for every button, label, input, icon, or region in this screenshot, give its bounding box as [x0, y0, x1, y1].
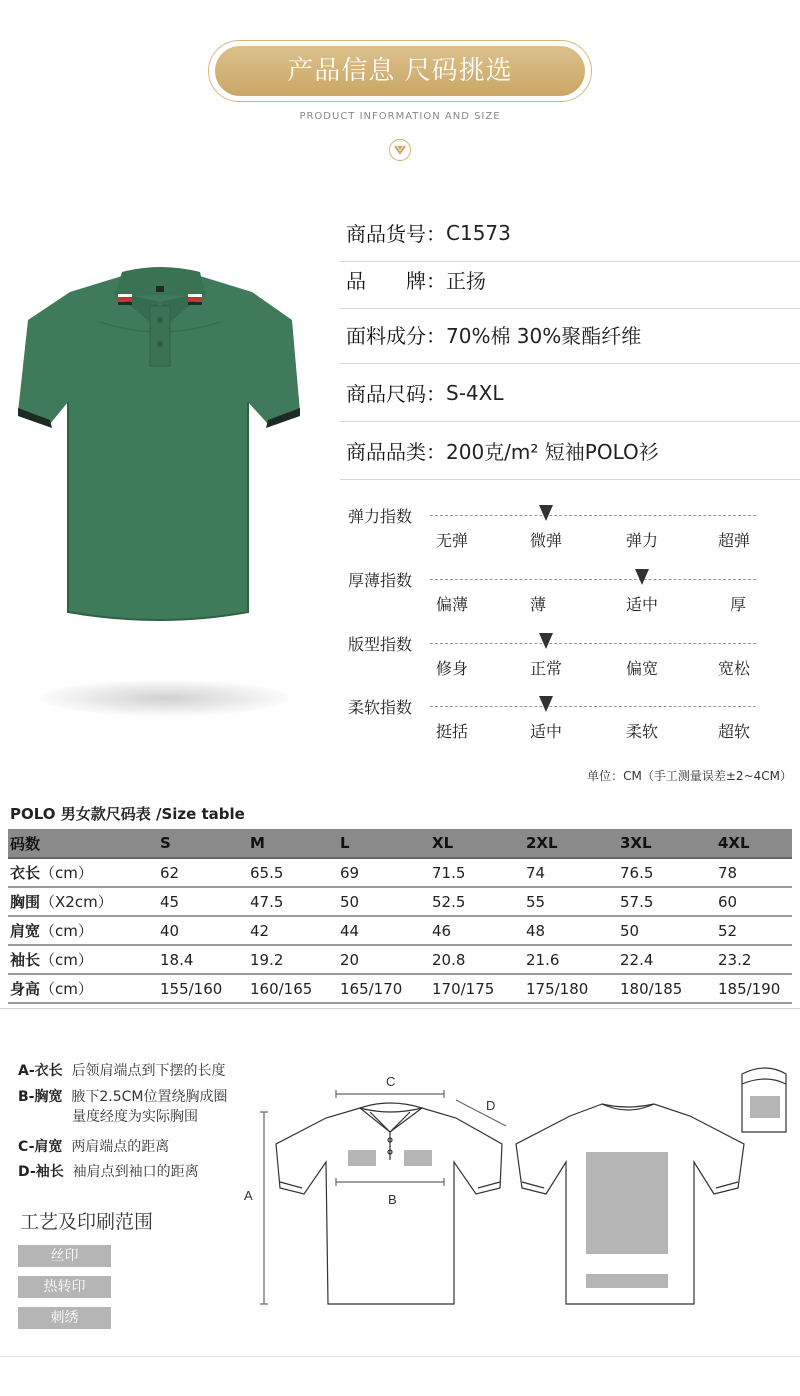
index-option: 偏宽	[625, 659, 658, 678]
table-cell: 19.2	[250, 945, 340, 974]
info-label: 商品货号：	[346, 222, 446, 246]
table-row	[8, 916, 792, 945]
header-title: 产品信息 尺码挑选	[215, 46, 585, 96]
table-cell: 76.5	[620, 858, 718, 887]
table-cell: 62	[160, 858, 250, 887]
row-label: 袖长（cm）	[8, 945, 160, 974]
table-cell: 48	[526, 916, 620, 945]
diagram-label-d: D	[486, 1098, 496, 1113]
info-label: 商品尺码：	[346, 382, 446, 406]
table-cell: 42	[250, 916, 340, 945]
index-label: 弹力指数	[348, 507, 413, 526]
size-table-title: POLO 男女款尺码表 /Size table	[10, 805, 245, 823]
craft-screen-print: 丝印	[18, 1245, 111, 1267]
index-marker	[539, 696, 553, 712]
index-label: 版型指数	[348, 635, 413, 654]
size-table	[8, 829, 792, 1004]
table-cell: 60	[718, 887, 792, 916]
table-row	[8, 974, 792, 1003]
unit-note: 单位：CM（手工测量误差±2~4CM）	[587, 769, 792, 783]
index-option: 偏薄	[435, 595, 468, 614]
size-diagram	[240, 1060, 800, 1310]
craft-heat-transfer: 热转印	[18, 1276, 111, 1298]
polo-shirt-image	[10, 262, 310, 642]
row-label: 胸围（X2cm）	[8, 887, 160, 916]
table-cell: 78	[718, 858, 792, 887]
index-marker	[539, 633, 553, 649]
table-cell: 74	[526, 858, 620, 887]
index-option: 厚	[729, 595, 746, 614]
table-row	[8, 858, 792, 887]
divider	[0, 1356, 800, 1357]
index-fit	[348, 632, 768, 692]
info-row-size	[340, 364, 800, 422]
table-cell: 23.2	[718, 945, 792, 974]
info-value: 70%棉 30%聚酯纤维	[446, 324, 642, 348]
index-option: 薄	[529, 595, 546, 614]
diagram-label-b: B	[388, 1192, 397, 1207]
table-cell: 20.8	[432, 945, 526, 974]
info-label: 品 牌：	[346, 269, 446, 293]
index-elasticity	[348, 504, 768, 564]
info-label: 面料成分：	[346, 324, 446, 348]
table-cell: 52	[718, 916, 792, 945]
table-cell: 40	[160, 916, 250, 945]
table-cell: 180/185	[620, 974, 718, 1003]
table-header: M	[250, 829, 340, 858]
index-softness	[348, 695, 768, 755]
table-cell: 50	[620, 916, 718, 945]
table-header: 3XL	[620, 829, 718, 858]
info-row-category	[340, 422, 800, 480]
table-cell: 47.5	[250, 887, 340, 916]
row-label: 衣长（cm）	[8, 858, 160, 887]
info-row-fabric	[340, 306, 800, 364]
craft-embroidery: 刺绣	[18, 1307, 111, 1329]
legend-item-b-line2: 量度经度为实际胸围	[72, 1109, 198, 1125]
index-option: 宽松	[717, 659, 750, 678]
table-cell: 22.4	[620, 945, 718, 974]
table-cell: 57.5	[620, 887, 718, 916]
info-value: 200克/m² 短袖POLO衫	[446, 440, 659, 464]
index-option: 正常	[529, 659, 562, 678]
index-option: 无弹	[435, 531, 468, 550]
header-subtitle: PRODUCT INFORMATION AND SIZE	[299, 111, 501, 122]
table-cell: 50	[340, 887, 432, 916]
table-header: 4XL	[718, 829, 792, 858]
table-header: L	[340, 829, 432, 858]
info-value: 正扬	[446, 269, 486, 293]
index-option: 适中	[529, 722, 562, 741]
table-cell: 46	[432, 916, 526, 945]
table-cell: 44	[340, 916, 432, 945]
index-marker	[635, 569, 649, 585]
index-option: 微弹	[529, 531, 562, 550]
table-cell: 52.5	[432, 887, 526, 916]
info-value: C1573	[446, 220, 511, 245]
table-cell: 170/175	[432, 974, 526, 1003]
table-row	[8, 945, 792, 974]
info-row-brand	[340, 251, 800, 309]
index-option: 柔软	[625, 722, 658, 741]
header-banner	[208, 40, 592, 102]
divider	[0, 1008, 800, 1009]
info-value: S-4XL	[446, 380, 504, 405]
legend-item-d: D-袖长 袖肩点到袖口的距离	[18, 1164, 199, 1180]
table-cell: 20	[340, 945, 432, 974]
table-cell: 69	[340, 858, 432, 887]
table-header: 2XL	[526, 829, 620, 858]
diagram-label-a: A	[244, 1188, 253, 1203]
table-cell: 155/160	[160, 974, 250, 1003]
index-option: 修身	[435, 659, 468, 678]
index-option: 挺括	[435, 722, 468, 741]
table-cell: 55	[526, 887, 620, 916]
index-option: 适中	[625, 595, 658, 614]
craft-title: 工艺及印刷范围	[20, 1211, 154, 1233]
table-cell: 175/180	[526, 974, 620, 1003]
table-cell: 71.5	[432, 858, 526, 887]
index-option: 超弹	[717, 531, 750, 550]
table-header: 码数	[8, 829, 160, 858]
table-cell: 185/190	[718, 974, 792, 1003]
table-cell: 45	[160, 887, 250, 916]
info-label: 商品品类：	[346, 440, 446, 464]
table-header: XL	[432, 829, 526, 858]
table-header-row	[8, 829, 792, 858]
index-option: 弹力	[625, 531, 658, 550]
shirt-shadow	[40, 680, 290, 716]
table-cell: 18.4	[160, 945, 250, 974]
table-row	[8, 887, 792, 916]
legend-item-c: C-肩宽 两肩端点的距离	[18, 1139, 170, 1155]
table-cell: 65.5	[250, 858, 340, 887]
index-marker	[539, 505, 553, 521]
table-cell: 165/170	[340, 974, 432, 1003]
chevron-down-icon	[389, 139, 411, 161]
table-header: S	[160, 829, 250, 858]
index-label: 柔软指数	[348, 698, 413, 717]
row-label: 肩宽（cm）	[8, 916, 160, 945]
table-cell: 160/165	[250, 974, 340, 1003]
index-option: 超软	[717, 722, 750, 741]
index-label: 厚薄指数	[348, 571, 413, 590]
index-thickness	[348, 568, 768, 628]
diagram-label-c: C	[386, 1074, 396, 1089]
legend-item-a: A-衣长 后领肩端点到下摆的长度	[18, 1063, 226, 1079]
table-cell: 21.6	[526, 945, 620, 974]
legend-item-b: B-胸宽 腋下2.5CM位置绕胸成圈	[18, 1089, 228, 1105]
row-label: 身高（cm）	[8, 974, 160, 1003]
